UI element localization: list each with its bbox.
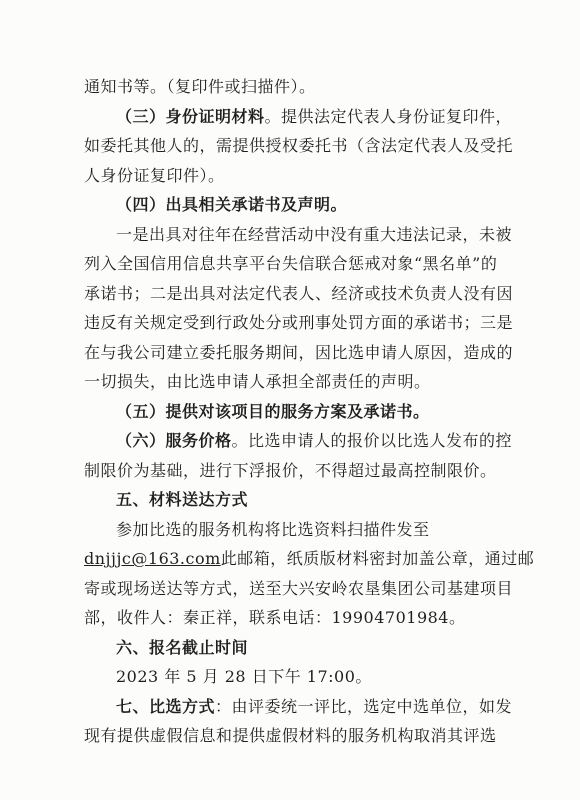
paragraph-text: 。比选申请人的报价以比选人发布的控: [231, 431, 513, 450]
item-heading: （四）出具相关承诺书及声明。: [116, 195, 348, 214]
paragraph-text: 。提供法定代表人身份证复印件，: [264, 107, 513, 126]
paragraph-line: 一切损失，由比选申请人承担全部责任的声明。: [84, 372, 431, 391]
paragraph-line: 制限价为基础，进行下浮报价，不得超过最高控制限价。: [84, 461, 497, 480]
paragraph-line: 2023 年 5 月 28 日下午 17:00。: [116, 667, 372, 686]
item-label: （六）服务价格: [116, 431, 232, 450]
paragraph-line: 通知书等。（复印件或扫描件）。: [84, 77, 316, 96]
paragraph-line: 一是出具对往年在经营活动中没有重大违法记录，未被: [116, 225, 513, 244]
section-heading: 六、报名截止时间: [116, 638, 249, 657]
paragraph-line: 如委托其他人的，需提供授权委托书（含法定代表人及受托: [84, 136, 514, 155]
section-heading: 七、比选方式: [116, 697, 216, 716]
paragraph-line: 人身份证复印件）。: [84, 166, 225, 185]
paragraph-text: ：由评委统一评比，选定中选单位，如发: [215, 697, 513, 716]
paragraph-line: 违反有关规定受到行政处分或刑事处罚方面的承诺书；三是: [84, 313, 514, 332]
paragraph-line: [0, 431, 580, 451]
paragraph-line: [0, 549, 580, 569]
paragraph-line: [0, 107, 580, 127]
paragraph-line: 参加比选的服务机构将比选资料扫描件发至: [116, 520, 430, 539]
paragraph-line: 部，收件人：秦正祥，联系电话：19904701984。: [84, 608, 466, 627]
item-label: （三）身份证明材料: [116, 107, 265, 126]
paragraph-line: 现有提供虚假信息和提供虚假材料的服务机构取消其评选: [84, 726, 497, 745]
paragraph-text: 此邮箱，纸质版材料密封加盖公章，通过邮: [220, 549, 535, 568]
paragraph-line: 列入全国信用信息共享平台失信联合惩戒对象“黑名单”的: [84, 254, 498, 273]
email-link[interactable]: dnjjjc@163.com: [84, 549, 221, 568]
paragraph-line: 承诺书；二是出具对法定代表人、经济或技术负责人没有因: [84, 284, 514, 303]
item-heading: （五）提供对该项目的服务方案及承诺书。: [116, 402, 430, 421]
paragraph-line: [0, 697, 580, 717]
paragraph-line: 寄或现场送达等方式，送至大兴安岭农垦集团公司基建项目: [84, 579, 514, 598]
section-heading: 五、材料送达方式: [116, 490, 249, 509]
paragraph-line: 在与我公司建立委托服务期间，因比选申请人原因，造成的: [84, 343, 514, 362]
